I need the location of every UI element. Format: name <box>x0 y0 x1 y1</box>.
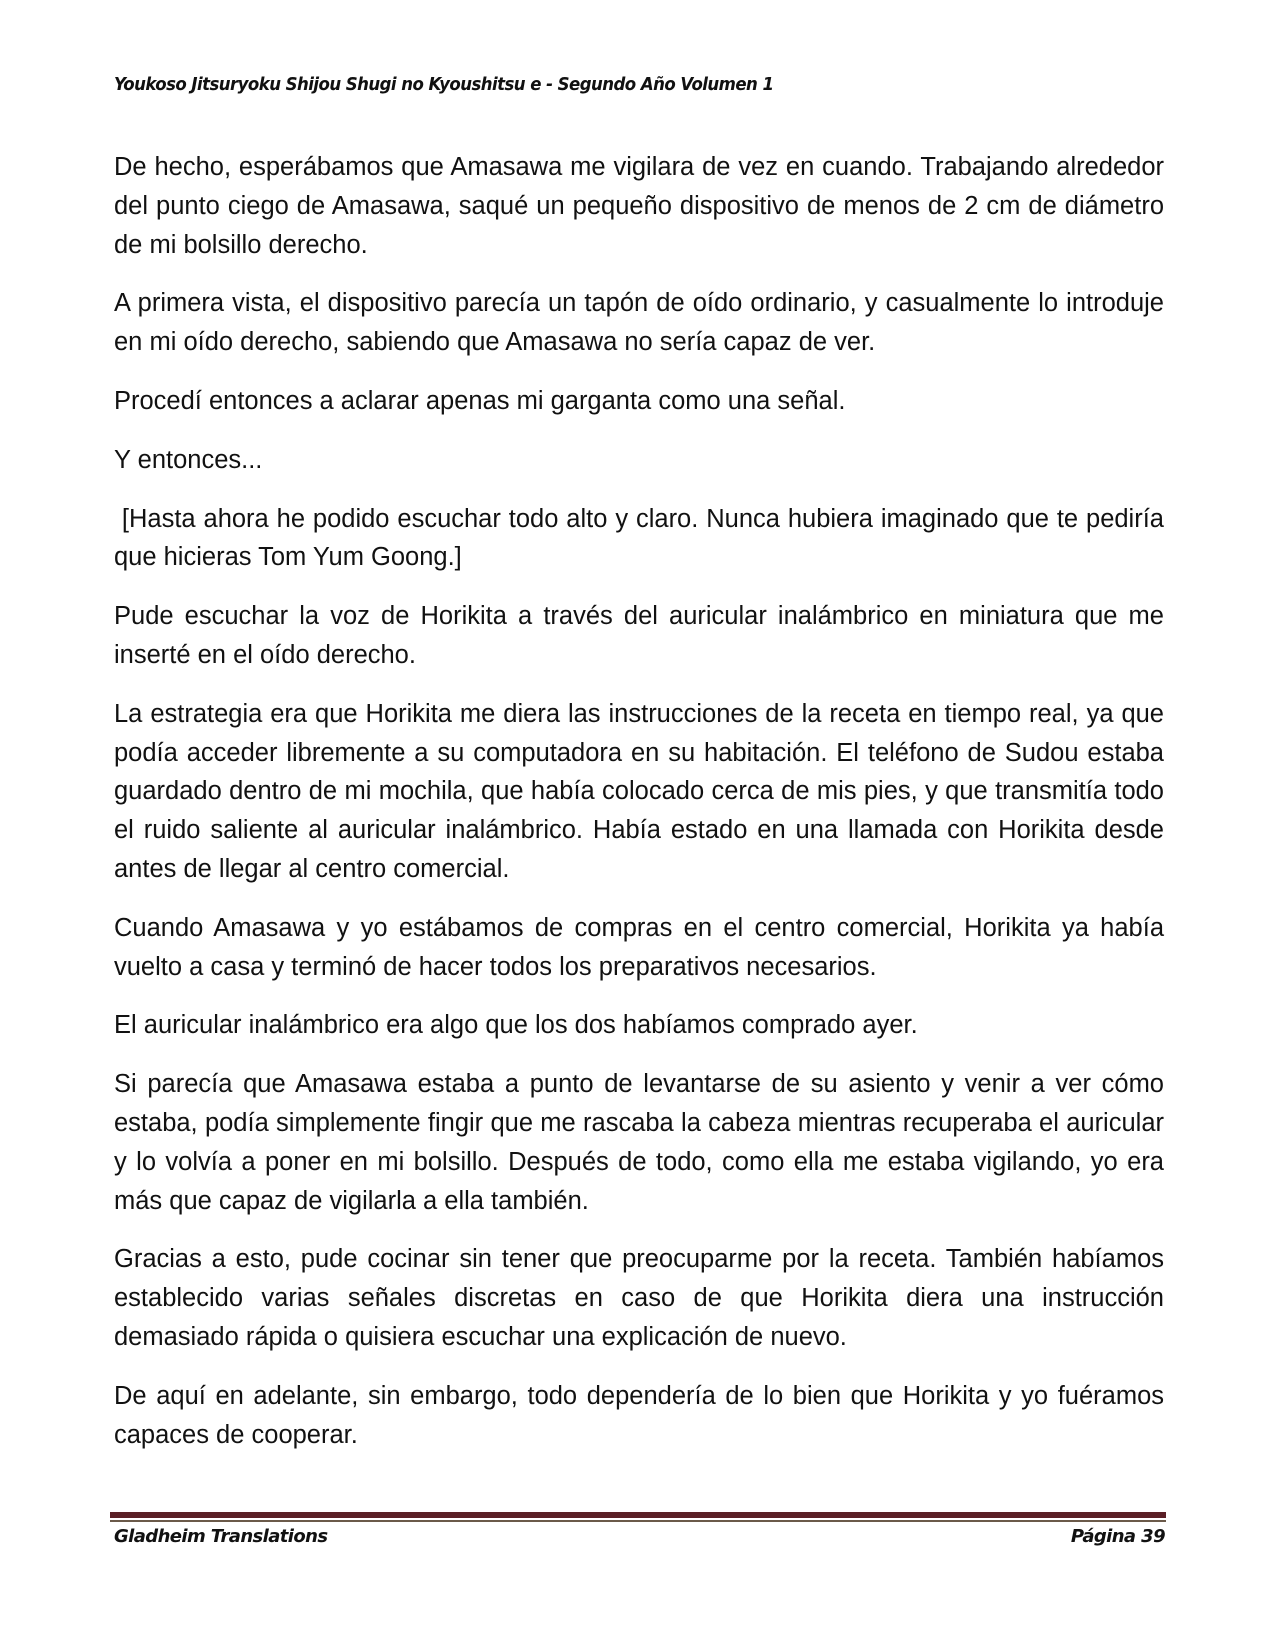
paragraph: [Hasta ahora he podido escuchar todo alto y claro. Nunca hubiera imaginado que te pediría que hicieras Tom Yum Goong.] <box>114 504 1172 572</box>
paragraph: De aquí en adelante, sin embargo, todo dependería de lo bien que Horikita y yo fuéramos capaces de cooperar. <box>114 1381 1164 1449</box>
footer-divider-thin <box>110 1520 1166 1522</box>
body-text <box>114 148 1172 1474</box>
running-header: Youkoso Jitsuryoku Shijou Shugi no Kyoushitsu e - Segundo Año Volumen 1 <box>114 74 774 95</box>
footer-divider-thick <box>110 1512 1166 1518</box>
paragraph: El auricular inalámbrico era algo que los dos habíamos comprado ayer. <box>114 1011 918 1040</box>
page-number: Página 39 <box>1070 1526 1165 1547</box>
footer-divider <box>110 1512 1166 1522</box>
paragraph: De hecho, esperábamos que Amasawa me vigilara de vez en cuando. Trabajando alrededor del punto ciego de Amasawa, saqué un pequeño dispositivo de menos de 2 cm de diámetro de mi bolsillo derecho. <box>114 153 1164 259</box>
paragraph: Si parecía que Amasawa estaba a punto de levantarse de su asiento y venir a ver cómo estaba, podía simplemente fingir que me rascaba la cabeza mientras recuperaba el auricular y lo volvía a poner en mi bolsillo. Después de todo, como ella me estaba vigilando, yo era más que capaz de vigilarla a ella también. <box>114 1070 1164 1215</box>
paragraph: Y entonces... <box>114 445 263 474</box>
paragraph: Cuando Amasawa y yo estábamos de compras en el centro comercial, Horikita ya había vuelto a casa y terminó de hacer todos los preparativos necesarios. <box>114 913 1164 981</box>
paragraph: Procedí entonces a aclarar apenas mi garganta como una señal. <box>114 386 846 415</box>
paragraph: Gracias a esto, pude cocinar sin tener que preocuparme por la receta. También habíamos establecido varias señales discretas en caso de que Horikita diera una instrucción demasiado rápida o quisiera escuchar una explicación de nuevo. <box>114 1245 1164 1351</box>
paragraph: Pude escuchar la voz de Horikita a través del auricular inalámbrico en miniatura que me inserté en el oído derecho. <box>114 602 1164 669</box>
paragraph: La estrategia era que Horikita me diera las instrucciones de la receta en tiempo real, ya que podía acceder libremente a su computadora en su habitación. El teléfono de Sudou estaba guardado dentro de mi mochila, que había colocado cerca de mis pies, y que transmitía todo el ruido saliente al auricular inalámbrico. Había estado en una llamada con Horikita desde antes de llegar al centro comercial. <box>114 699 1164 883</box>
paragraph: A primera vista, el dispositivo parecía un tapón de oído ordinario, y casualmente lo introduje en mi oído derecho, sabiendo que Amasawa no sería capaz de ver. <box>114 289 1164 357</box>
footer-credit: Gladheim Translations <box>114 1526 328 1547</box>
